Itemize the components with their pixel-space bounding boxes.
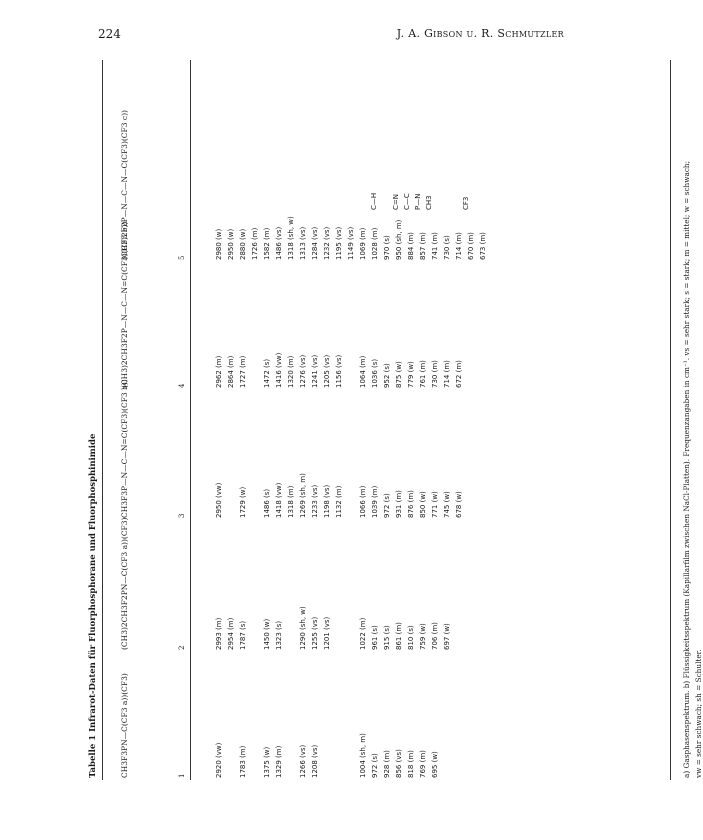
table-cell: 2950 (vw): [215, 482, 223, 518]
table-cell: 857 (m): [419, 232, 427, 260]
table-bottom-rule: [670, 60, 671, 780]
column-header: (CH3)2F2P—N—C—N—C(CF3)(CF3 c)): [120, 110, 129, 260]
assign-cc: C—C: [403, 193, 411, 210]
column-number: 5: [178, 255, 186, 260]
table-cell: 759 (w): [419, 623, 427, 650]
table-cell: 1198 (vs): [323, 484, 331, 518]
table-cell: 714 (m): [455, 232, 463, 260]
table-cell: 1201 (vs): [323, 616, 331, 650]
running-head: J. A. Gibson u. R. Schmutzler: [396, 27, 564, 40]
table-cell: 1205 (vs): [323, 354, 331, 388]
assign-ch3: CH3: [425, 195, 433, 210]
table-cell: 1320 (m): [287, 355, 295, 388]
table-cell: 2920 (vw): [215, 742, 223, 778]
page-header: [0, 0, 600, 50]
table-cell: 714 (m): [443, 360, 451, 388]
table-cell: 745 (w): [443, 491, 451, 518]
table-top-rule: [102, 60, 103, 780]
table-cell: 1582 (m): [263, 227, 271, 260]
assign-ch: C—H: [370, 192, 378, 210]
table-cell: 1783 (m): [239, 745, 247, 778]
table-cell: 1039 (m): [371, 485, 379, 518]
table-cell: 1276 (vs): [299, 354, 307, 388]
table-cell: 1727 (m): [239, 355, 247, 388]
table-cell: 1290 (sh, w): [299, 606, 307, 650]
table-cell: 972 (s): [371, 753, 379, 778]
table-cell: 1284 (vs): [311, 226, 319, 260]
table-cell: 1486 (vs): [275, 226, 283, 260]
table-cell: 2980 (w): [215, 228, 223, 260]
table-cell: 2962 (m): [215, 355, 223, 388]
table-cell: 861 (m): [395, 622, 403, 650]
assign-pn: P—N: [414, 193, 422, 210]
column-header: CH3F3PN—C(CF3 a))(CF3): [120, 673, 129, 778]
table-cell: 1726 (m): [251, 227, 259, 260]
table-cell: 1208 (vs): [311, 744, 319, 778]
table-cell: 972 (s): [383, 493, 391, 518]
table-cell: 928 (m): [383, 750, 391, 778]
table-cell: 850 (w): [419, 491, 427, 518]
table-cell: 1066 (m): [359, 485, 367, 518]
table-cell: 1028 (m): [371, 227, 379, 260]
table-cell: 1418 (vw): [275, 482, 283, 518]
column-header: (CH3)2CH3F2P—N—C—N=C(CF3)(CF3 b)): [120, 221, 129, 388]
page-number: 224: [98, 27, 121, 41]
table-cell: 950 (sh, m): [395, 219, 403, 260]
assign-cn: C=N: [392, 194, 400, 210]
table-cell: 1241 (vs): [311, 354, 319, 388]
footnote-1: a) Gasphasenspektrum. b) Flüssigkeitsspektrum (Kapillarfilm zwischen NaCl-Platten). Frequenzangaben in cm⁻¹. vs = sehr stark; s = stark; m = mittel; w = schwach;: [682, 160, 691, 778]
table-cell: 1486 (s): [263, 488, 271, 518]
table-cell: 1004 (sh, m): [359, 733, 367, 778]
table-caption: Tabelle 1 Infrarot-Daten für Fluorphosphorane und Fluorphosphinimide: [88, 433, 98, 778]
table-cell: 769 (m): [419, 750, 427, 778]
table-cell: 1472 (s): [263, 358, 271, 388]
table-cell: 931 (m): [395, 490, 403, 518]
table-cell: 2954 (m): [227, 617, 235, 650]
table-cell: 1313 (vs): [299, 226, 307, 260]
table-cell: 730 (m): [431, 360, 439, 388]
table-cell: 1416 (vw): [275, 352, 283, 388]
footnote-2: vw = sehr schwach; sh = Schulter.: [694, 649, 703, 778]
table-cell: 1266 (vs): [299, 744, 307, 778]
table-cell: 1036 (s): [371, 358, 379, 388]
rotated-table: [70, 60, 703, 780]
table-cell: 706 (m): [431, 622, 439, 650]
table-cell: 961 (s): [371, 625, 379, 650]
table-cell: 1255 (vs): [311, 616, 319, 650]
table-cell: 1450 (w): [263, 618, 271, 650]
column-number: 2: [178, 645, 186, 650]
column-number: 4: [178, 383, 186, 388]
table-cell: 875 (w): [395, 361, 403, 388]
table-cell: 771 (w): [431, 491, 439, 518]
table-cell: 1318 (m): [287, 485, 295, 518]
assign-cf3: CF3: [462, 196, 470, 210]
table-cell: 1069 (m): [359, 227, 367, 260]
table-cell: 856 (vs): [395, 749, 403, 778]
table-cell: 818 (m): [407, 750, 415, 778]
table-cell: 695 (w): [431, 751, 439, 778]
table-cell: 1787 (s): [239, 620, 247, 650]
table-cell: 678 (w): [455, 491, 463, 518]
table-cell: 779 (w): [407, 361, 415, 388]
table-cell: 884 (m): [407, 232, 415, 260]
table-cell: 670 (m): [467, 232, 475, 260]
table-cell: 1323 (s): [275, 620, 283, 650]
table-cell: 1375 (w): [263, 746, 271, 778]
table-cell: 673 (m): [479, 232, 487, 260]
table-cell: 1132 (m): [335, 485, 343, 518]
table-cell: 761 (m): [419, 360, 427, 388]
table-cell: 1269 (sh, m): [299, 473, 307, 518]
table-cell: 1329 (m): [275, 745, 283, 778]
table-cell: 810 (s): [407, 625, 415, 650]
table-cell: 1318 (sh, w): [287, 216, 295, 260]
table-cell: 1064 (m): [359, 355, 367, 388]
table-cell: 672 (m): [455, 360, 463, 388]
table-cell: 1149 (vs): [347, 226, 355, 260]
table-cell: 1729 (w): [239, 486, 247, 518]
column-header: CH3F3P—N—C—N=C(CF3)(CF3 b)): [120, 379, 129, 518]
table-cell: 915 (s): [383, 625, 391, 650]
table-cell: 697 (w): [443, 623, 451, 650]
table-cell: 1232 (vs): [323, 226, 331, 260]
table-cell: 2880 (w): [239, 228, 247, 260]
table-cell: 730 (s): [443, 235, 451, 260]
table-cell: 952 (s): [383, 363, 391, 388]
table-cell: 970 (s): [383, 235, 391, 260]
table-cell: 2993 (m): [215, 617, 223, 650]
column-number: 3: [178, 513, 186, 518]
table-cell: 876 (m): [407, 490, 415, 518]
table-cell: 741 (m): [431, 232, 439, 260]
table-cell: 2950 (w): [227, 228, 235, 260]
table-cell: 2864 (m): [227, 355, 235, 388]
column-number: 1: [178, 773, 186, 778]
table-cell: 1156 (vs): [335, 354, 343, 388]
table-header-rule: [190, 60, 191, 780]
table-cell: 1195 (vs): [335, 226, 343, 260]
column-header: (CH3)2CH3F2PN—C(CF3 a))(CF3): [120, 517, 129, 650]
table-cell: 1022 (m): [359, 617, 367, 650]
table-cell: 1233 (vs): [311, 484, 319, 518]
